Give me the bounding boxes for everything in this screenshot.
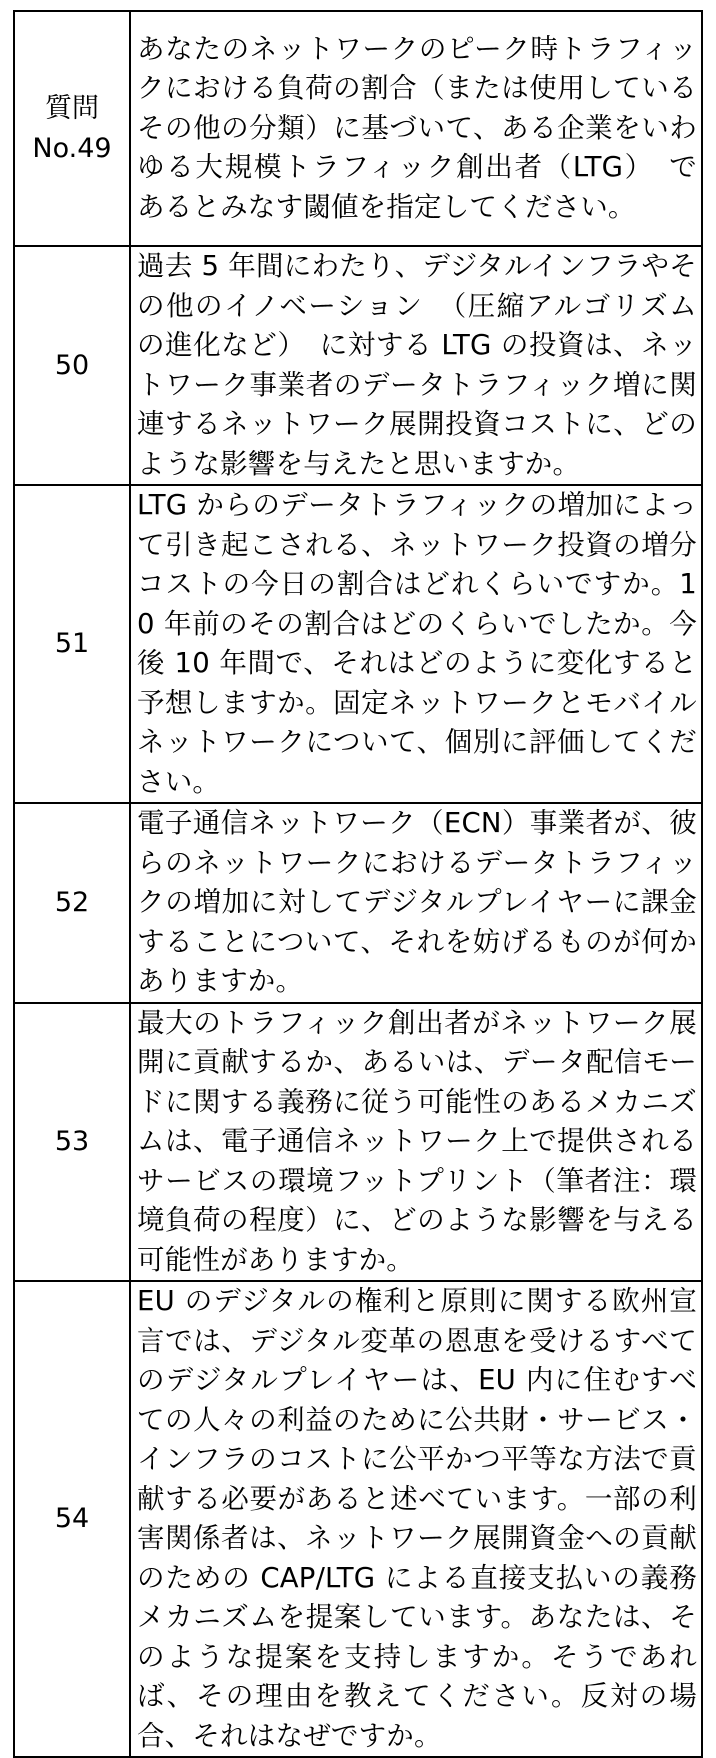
question-number-cell — [14, 11, 130, 246]
question-text: 電子通信ネットワーク（ECN）事業者が、彼らのネットワークにおけるデータトラフィックの増加に対してデジタルプレイヤーに課金することについて、それを妨げるものが何かありますか。 — [130, 803, 702, 1003]
table-row — [14, 1281, 702, 1757]
question-text: LTG からのデータトラフィックの増加によって引き起こされる、ネットワーク投資の増分コストの今日の割合はどれくらいですか。10 年前のその割合はどのくらいでしたか。今後 10 年間で、それはどのように変化すると予想しますか。固定ネットワークとモバイルネットワークについて、個別に評価してください。 — [130, 485, 702, 803]
question-text: EU のデジタルの権利と原則に関する欧州宣言では、デジタル変革の恩恵を受けるすべてのデジタルプレイヤーは、EU 内に住むすべての人々の利益のために公共財・サービス・インフラのコストに公平かつ平等な方法で貢献する必要があると述べています。一部の利害関係者は、ネットワーク展開資金への貢献のための CAP/LTG による直接支払いの義務メカニズムを提案しています。あなたは、そのような提案を支持しますか。そうであれば、その理由を教えてください。反対の場合、それはなぜですか。 — [130, 1281, 702, 1757]
question-number: 51 — [14, 485, 130, 803]
question-text: 過去 5 年間にわたり、デジタルインフラやその他のイノベーション （圧縮アルゴリズムの進化など） に対する LTG の投資は、ネットワーク事業者のデータトラフィック増に関連するネットワーク展開投資コストに、どのような影響を与えたと思いますか。 — [130, 246, 702, 485]
question-text: あなたのネットワークのピーク時トラフィックにおける負荷の割合（または使用しているその他の分類）に基づいて、ある企業をいわゆる大規模トラフィック創出者（LTG） であるとみなす閾値を指定してください。 — [130, 11, 702, 246]
question-label: 質問 — [45, 92, 99, 124]
question-number: 53 — [14, 1003, 130, 1282]
table-row — [14, 11, 702, 246]
question-number: No.49 — [32, 132, 112, 164]
table-row — [14, 1003, 702, 1282]
questions-table — [13, 10, 703, 1758]
table-row — [14, 485, 702, 803]
table-row — [14, 803, 702, 1003]
question-number: 50 — [14, 246, 130, 485]
question-text: 最大のトラフィック創出者がネットワーク展開に貢献するか、あるいは、データ配信モードに関する義務に従う可能性のあるメカニズムは、電子通信ネットワーク上で提供されるサービスの環境フットプリント（筆者注：環境負荷の程度）に、どのような影響を与える可能性がありますか。 — [130, 1003, 702, 1282]
question-number: 54 — [14, 1281, 130, 1757]
question-number: 52 — [14, 803, 130, 1003]
table-row — [14, 246, 702, 485]
